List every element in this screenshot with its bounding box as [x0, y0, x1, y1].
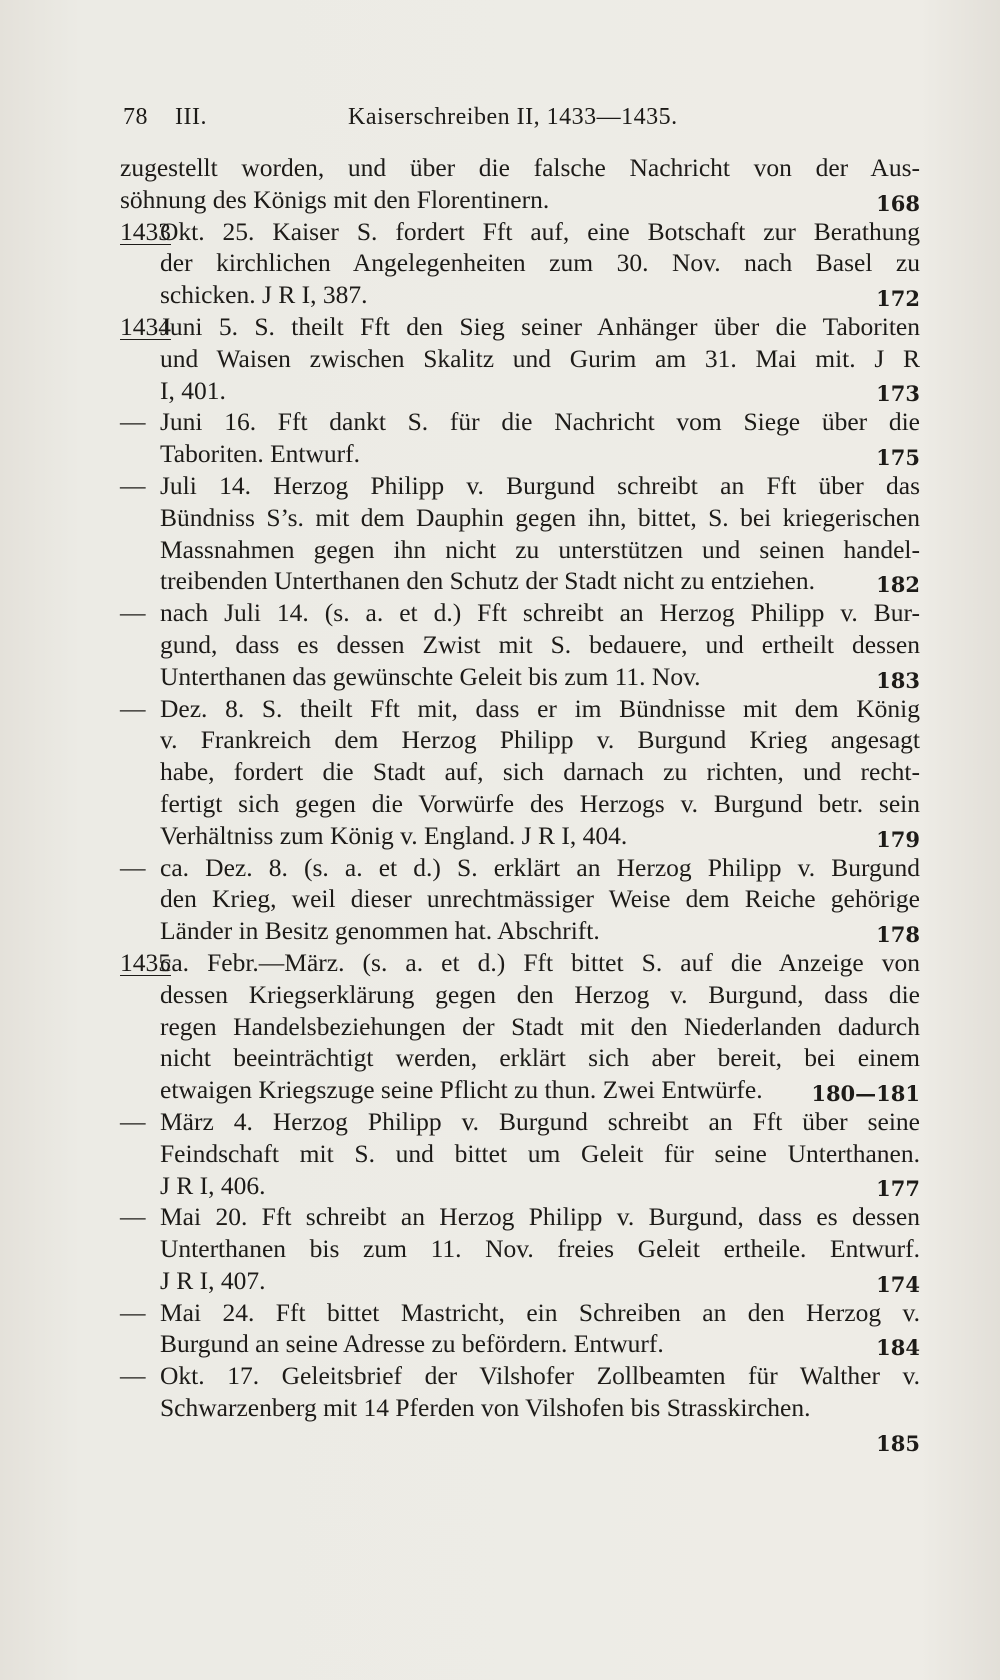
entry-year: 1434	[120, 311, 171, 341]
entry-line: Mai 24. Fft bittet Mastricht, ein Schreiben an den Herzog v.	[160, 1297, 920, 1327]
regest-entry	[120, 597, 920, 692]
regest-entry	[120, 852, 920, 947]
ditto-dash: —	[120, 1361, 146, 1391]
document-number: 185	[876, 1430, 920, 1456]
entry-line: Taboriten. Entwurf.	[160, 439, 361, 469]
document-number: 184	[876, 1335, 920, 1361]
ditto-dash: —	[120, 407, 146, 437]
document-number: 182	[876, 572, 920, 598]
entry-line: treibenden Unterthanen den Schutz der Stadt nicht zu entziehen.	[160, 566, 815, 596]
regest-entry	[120, 693, 920, 852]
entry-line: Länder in Besitz genommen hat. Abschrift.	[160, 916, 600, 946]
regest-entry	[120, 1106, 920, 1201]
entry-line: Verhältniss zum König v. England. J R I, 404.	[160, 820, 628, 850]
entry-line: J R I, 406.	[160, 1170, 266, 1200]
document-number: 179	[876, 826, 920, 852]
entry-line: Unterthanen das gewünschte Geleit bis zum 11. Nov.	[160, 661, 701, 691]
running-header	[123, 104, 703, 138]
entry-line: Okt. 25. Kaiser S. fordert Fft auf, eine Botschaft zur Berathung	[160, 216, 920, 246]
document-number: 180—181	[811, 1080, 920, 1106]
document-number: 173	[876, 381, 920, 407]
ditto-dash: —	[120, 1202, 146, 1232]
entry-line: v. Frankreich dem Herzog Philipp v. Burgund Krieg angesagt	[160, 725, 920, 755]
entry-line: der kirchlichen Angelegenheiten zum 30. Nov. nach Basel zu	[160, 248, 920, 278]
ditto-dash: —	[120, 470, 146, 500]
regest-entry	[120, 406, 920, 470]
entry-year: 1435	[120, 947, 171, 977]
entry-line: Juni 5. S. theilt Fft den Sieg seiner Anhänger über die Taboriten	[160, 311, 920, 341]
running-title: Kaiserschreiben II, 1433—1435.	[348, 104, 678, 130]
entry-line: J R I, 407.	[160, 1265, 266, 1295]
regest-entry	[120, 216, 920, 311]
regest-entry	[120, 1201, 920, 1296]
entry-line: Juni 16. Fft dankt S. für die Nachricht vom Siege über die	[160, 407, 920, 437]
document-number: 177	[876, 1176, 920, 1202]
entry-line: Schwarzenberg mit 14 Pferden von Vilshofen bis Strasskirchen.	[160, 1393, 811, 1423]
entry-line: Feindschaft mit S. und bittet um Geleit für seine Unterthanen.	[160, 1138, 920, 1168]
chapter-number: III.	[175, 104, 207, 130]
entry-line: Unterthanen bis zum 11. Nov. freies Geleit ertheile. Entwurf.	[160, 1234, 920, 1264]
page-number: 78	[123, 104, 148, 130]
entry-line: März 4. Herzog Philipp v. Burgund schreibt an Fft über seine	[160, 1106, 920, 1136]
entry-line: Okt. 17. Geleitsbrief der Vilshofer Zollbeamten für Walther v.	[160, 1361, 920, 1391]
regest-entry	[120, 1297, 920, 1361]
document-number: 174	[876, 1271, 920, 1297]
entry-line: nach Juli 14. (s. a. et d.) Fft schreibt an Herzog Philipp v. Bur-	[160, 598, 920, 628]
entry-line: ca. Dez. 8. (s. a. et d.) S. erklärt an Herzog Philipp v. Burgund	[160, 852, 920, 882]
entry-line: nicht beeinträchtigt werden, erklärt sich aber bereit, bei einem	[160, 1043, 920, 1073]
entry-line: Bündniss S’s. mit dem Dauphin gegen ihn, bittet, S. bei kriegerischen	[160, 502, 920, 532]
entry-line: gund, dass es dessen Zwist mit S. bedauere, und ertheilt dessen	[160, 629, 920, 659]
ditto-dash: —	[120, 598, 146, 628]
entry-line: habe, fordert die Stadt auf, sich darnach zu richten, und recht-	[160, 757, 920, 787]
document-number: 178	[876, 921, 920, 947]
entry-line: Burgund an seine Adresse zu befördern. Entwurf.	[160, 1329, 664, 1359]
ditto-dash: —	[120, 693, 146, 723]
entry-line: den Krieg, weil dieser unrechtmässiger Weise dem Reiche gehörige	[160, 884, 920, 914]
regesta-list	[120, 152, 920, 1464]
regest-entry	[120, 947, 920, 1106]
entry-line: etwaigen Kriegszuge seine Pflicht zu thun. Zwei Entwürfe.	[160, 1075, 763, 1105]
document-number: 168	[876, 190, 920, 216]
ditto-dash: —	[120, 852, 146, 882]
regest-entry	[120, 152, 920, 216]
entry-line: ca. Febr.—März. (s. a. et d.) Fft bittet S. auf die Anzeige von	[160, 947, 920, 977]
entry-line: Juli 14. Herzog Philipp v. Burgund schreibt an Fft über das	[160, 470, 920, 500]
regest-entry	[120, 1360, 920, 1464]
entry-line: Mai 20. Fft schreibt an Herzog Philipp v. Burgund, dass es dessen	[160, 1202, 920, 1232]
entry-line: söhnung des Königs mit den Florentinern.	[120, 184, 550, 214]
document-number: 183	[876, 667, 920, 693]
entry-line: fertigt sich gegen die Vorwürfe des Herzogs v. Burgund betr. sein	[160, 788, 920, 818]
document-number: 172	[876, 285, 920, 311]
entry-line: dessen Kriegserklärung gegen den Herzog v. Burgund, dass die	[160, 979, 920, 1009]
entry-line: zugestellt worden, und über die falsche Nachricht von der Aus-	[120, 153, 920, 182]
document-number: 175	[876, 444, 920, 470]
regest-entry	[120, 470, 920, 597]
entry-line: I, 401.	[160, 375, 226, 405]
ditto-dash: —	[120, 1106, 146, 1136]
ditto-dash: —	[120, 1297, 146, 1327]
entry-line: regen Handelsbeziehungen der Stadt mit den Niederlanden dadurch	[160, 1011, 920, 1041]
entry-line: schicken. J R I, 387.	[160, 280, 368, 310]
entry-line: und Waisen zwischen Skalitz und Gurim am 31. Mai mit. J R	[160, 343, 920, 373]
regest-entry	[120, 311, 920, 406]
entry-year: 1433	[120, 216, 171, 246]
entry-line: Massnahmen gegen ihn nicht zu unterstützen und seinen handel-	[160, 534, 920, 564]
entry-line: Dez. 8. S. theilt Fft mit, dass er im Bündnisse mit dem König	[160, 693, 920, 723]
